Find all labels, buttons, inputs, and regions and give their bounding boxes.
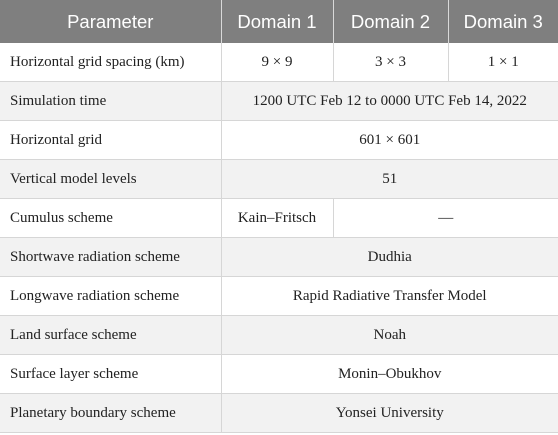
header-domain-1: Domain 1 bbox=[221, 0, 333, 43]
row-label: Horizontal grid spacing (km) bbox=[0, 43, 221, 82]
table-row bbox=[0, 43, 558, 82]
table-row bbox=[0, 238, 558, 277]
cell-domain-1: 9 × 9 bbox=[221, 43, 333, 82]
cell-domain-2: 3 × 3 bbox=[333, 43, 448, 82]
cell-all-domains: 601 × 601 bbox=[221, 121, 558, 160]
cell-all-domains: Noah bbox=[221, 316, 558, 355]
header-domain-3: Domain 3 bbox=[448, 0, 558, 43]
row-label: Horizontal grid bbox=[0, 121, 221, 160]
table-row bbox=[0, 355, 558, 394]
table-row bbox=[0, 277, 558, 316]
cell-domain-1: Kain–Fritsch bbox=[221, 199, 333, 238]
table-row bbox=[0, 160, 558, 199]
cell-all-domains: Monin–Obukhov bbox=[221, 355, 558, 394]
table-row bbox=[0, 316, 558, 355]
cell-all-domains: 51 bbox=[221, 160, 558, 199]
header-parameter: Parameter bbox=[0, 0, 221, 43]
row-label: Longwave radiation scheme bbox=[0, 277, 221, 316]
table-row bbox=[0, 121, 558, 160]
cell-domain-3: 1 × 1 bbox=[448, 43, 558, 82]
row-label: Cumulus scheme bbox=[0, 199, 221, 238]
row-label: Land surface scheme bbox=[0, 316, 221, 355]
row-label: Simulation time bbox=[0, 82, 221, 121]
cell-all-domains: Dudhia bbox=[221, 238, 558, 277]
table-row bbox=[0, 394, 558, 433]
row-label: Surface layer scheme bbox=[0, 355, 221, 394]
cell-all-domains: Rapid Radiative Transfer Model bbox=[221, 277, 558, 316]
cell-domains-2-3: — bbox=[333, 199, 558, 238]
cell-all-domains: Yonsei University bbox=[221, 394, 558, 433]
cell-all-domains: 1200 UTC Feb 12 to 0000 UTC Feb 14, 2022 bbox=[221, 82, 558, 121]
table-row bbox=[0, 82, 558, 121]
row-label: Shortwave radiation scheme bbox=[0, 238, 221, 277]
row-label: Planetary boundary scheme bbox=[0, 394, 221, 433]
row-label: Vertical model levels bbox=[0, 160, 221, 199]
table-row bbox=[0, 199, 558, 238]
header-domain-2: Domain 2 bbox=[333, 0, 448, 43]
header-row bbox=[0, 0, 558, 43]
